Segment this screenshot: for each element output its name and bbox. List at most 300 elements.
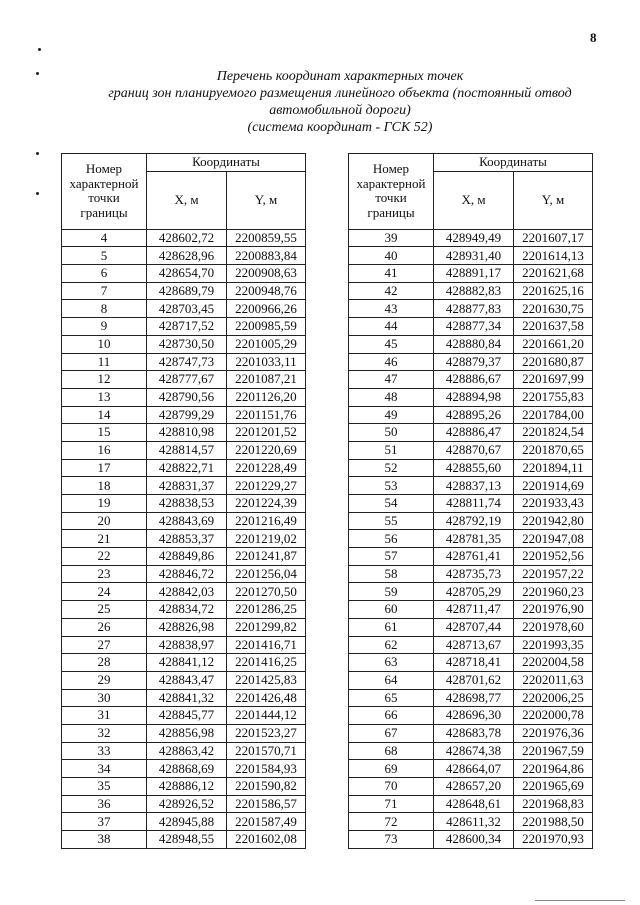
table-row: [349, 441, 593, 459]
point-number-cell: 49: [349, 406, 434, 424]
point-number-cell: 25: [62, 601, 147, 619]
column-header-number: Номер характерной точки границы: [349, 154, 434, 230]
point-number-cell: 28: [62, 654, 147, 672]
y-coordinate-cell: 2201033,11: [227, 353, 306, 371]
table-row: [349, 335, 593, 353]
point-number-cell: 11: [62, 353, 147, 371]
y-coordinate-cell: 2202000,78: [514, 707, 593, 725]
x-coordinate-cell: 428880,84: [434, 335, 514, 353]
x-coordinate-cell: 428926,52: [147, 795, 227, 813]
column-header-x: X, м: [147, 171, 227, 229]
x-coordinate-cell: 428877,83: [434, 300, 514, 318]
point-number-cell: 47: [349, 371, 434, 389]
y-coordinate-cell: 2201151,76: [227, 406, 306, 424]
x-coordinate-cell: 428853,37: [147, 530, 227, 548]
table-row: [62, 565, 306, 583]
table-row: [349, 778, 593, 796]
table-row: [62, 477, 306, 495]
x-coordinate-cell: 428698,77: [434, 689, 514, 707]
x-coordinate-cell: 428843,69: [147, 512, 227, 530]
point-number-cell: 42: [349, 282, 434, 300]
point-number-cell: 19: [62, 495, 147, 513]
point-number-cell: 16: [62, 441, 147, 459]
table-row: [62, 813, 306, 831]
scan-margin-mark: [38, 48, 41, 51]
point-number-cell: 45: [349, 335, 434, 353]
y-coordinate-cell: 2201087,21: [227, 371, 306, 389]
point-number-cell: 64: [349, 671, 434, 689]
point-number-cell: 29: [62, 671, 147, 689]
x-coordinate-cell: 428611,32: [434, 813, 514, 831]
y-coordinate-cell: 2201967,59: [514, 742, 593, 760]
point-number-cell: 13: [62, 388, 147, 406]
point-number-cell: 68: [349, 742, 434, 760]
point-number-cell: 63: [349, 654, 434, 672]
table-row: [349, 318, 593, 336]
y-coordinate-cell: 2201299,82: [227, 618, 306, 636]
y-coordinate-cell: 2201784,00: [514, 406, 593, 424]
x-coordinate-cell: 428711,47: [434, 601, 514, 619]
title-line: автомобильной дороги): [269, 103, 411, 118]
scan-margin-mark: [36, 192, 39, 195]
x-coordinate-cell: 428894,98: [434, 388, 514, 406]
x-coordinate-cell: 428777,67: [147, 371, 227, 389]
point-number-cell: 58: [349, 565, 434, 583]
x-coordinate-cell: 428879,37: [434, 353, 514, 371]
x-coordinate-cell: 428735,73: [434, 565, 514, 583]
x-coordinate-cell: 428648,61: [434, 795, 514, 813]
x-coordinate-cell: 428696,30: [434, 707, 514, 725]
y-coordinate-cell: 2201590,82: [227, 778, 306, 796]
y-coordinate-cell: 2201220,69: [227, 441, 306, 459]
point-number-cell: 61: [349, 618, 434, 636]
x-coordinate-cell: 428664,07: [434, 760, 514, 778]
x-coordinate-cell: 428747,73: [147, 353, 227, 371]
y-coordinate-cell: 2201680,87: [514, 353, 593, 371]
table-row: [62, 530, 306, 548]
point-number-cell: 44: [349, 318, 434, 336]
x-coordinate-cell: 428705,29: [434, 583, 514, 601]
y-coordinate-cell: 2201697,99: [514, 371, 593, 389]
y-coordinate-cell: 2201201,52: [227, 424, 306, 442]
table-row: [62, 300, 306, 318]
y-coordinate-cell: 2201968,83: [514, 795, 593, 813]
y-coordinate-cell: 2201952,56: [514, 548, 593, 566]
table-row: [349, 636, 593, 654]
x-coordinate-cell: 428945,88: [147, 813, 227, 831]
y-coordinate-cell: 2201755,83: [514, 388, 593, 406]
document-title: [60, 68, 620, 136]
table-row: [62, 282, 306, 300]
column-header-coordinates: Координаты: [147, 154, 306, 172]
y-coordinate-cell: 2201444,12: [227, 707, 306, 725]
point-number-cell: 73: [349, 831, 434, 849]
point-number-cell: 27: [62, 636, 147, 654]
x-coordinate-cell: 428886,47: [434, 424, 514, 442]
y-coordinate-cell: 2200859,55: [227, 229, 306, 247]
y-coordinate-cell: 2201570,71: [227, 742, 306, 760]
point-number-cell: 22: [62, 548, 147, 566]
scan-margin-mark: [36, 72, 39, 75]
y-coordinate-cell: 2201661,20: [514, 335, 593, 353]
point-number-cell: 50: [349, 424, 434, 442]
y-coordinate-cell: 2201824,54: [514, 424, 593, 442]
y-coordinate-cell: 2201523,27: [227, 724, 306, 742]
point-number-cell: 34: [62, 760, 147, 778]
title-line: границ зон планируемого размещения линейного объекта (постоянный отвод: [108, 86, 572, 101]
point-number-cell: 65: [349, 689, 434, 707]
table-row: [349, 247, 593, 265]
x-coordinate-cell: 428845,77: [147, 707, 227, 725]
point-number-cell: 37: [62, 813, 147, 831]
table-row: [62, 371, 306, 389]
table-row: [62, 441, 306, 459]
point-number-cell: 52: [349, 459, 434, 477]
x-coordinate-cell: 428730,50: [147, 335, 227, 353]
y-coordinate-cell: 2201630,75: [514, 300, 593, 318]
table-row: [62, 601, 306, 619]
point-number-cell: 46: [349, 353, 434, 371]
y-coordinate-cell: 2200883,84: [227, 247, 306, 265]
y-coordinate-cell: 2200966,26: [227, 300, 306, 318]
table-row: [62, 318, 306, 336]
table-row: [62, 636, 306, 654]
y-coordinate-cell: 2201614,13: [514, 247, 593, 265]
scan-margin-mark: [36, 152, 39, 155]
table-row: [62, 724, 306, 742]
y-coordinate-cell: 2201894,11: [514, 459, 593, 477]
x-coordinate-cell: 428689,79: [147, 282, 227, 300]
point-number-cell: 5: [62, 247, 147, 265]
point-number-cell: 8: [62, 300, 147, 318]
y-coordinate-cell: 2201957,22: [514, 565, 593, 583]
point-number-cell: 41: [349, 265, 434, 283]
table-row: [349, 565, 593, 583]
y-coordinate-cell: 2201584,93: [227, 760, 306, 778]
point-number-cell: 69: [349, 760, 434, 778]
x-coordinate-cell: 428674,38: [434, 742, 514, 760]
point-number-cell: 21: [62, 530, 147, 548]
coordinates-table-right: [348, 153, 593, 849]
point-number-cell: 48: [349, 388, 434, 406]
point-number-cell: 66: [349, 707, 434, 725]
y-coordinate-cell: 2201241,87: [227, 548, 306, 566]
y-coordinate-cell: 2201256,04: [227, 565, 306, 583]
y-coordinate-cell: 2201976,90: [514, 601, 593, 619]
y-coordinate-cell: 2201976,36: [514, 724, 593, 742]
table-row: [349, 831, 593, 849]
table-row: [62, 795, 306, 813]
x-coordinate-cell: 428895,26: [434, 406, 514, 424]
y-coordinate-cell: 2201933,43: [514, 495, 593, 513]
point-number-cell: 24: [62, 583, 147, 601]
table-row: [349, 282, 593, 300]
x-coordinate-cell: 428822,71: [147, 459, 227, 477]
table-row: [62, 831, 306, 849]
y-coordinate-cell: 2201425,83: [227, 671, 306, 689]
point-number-cell: 17: [62, 459, 147, 477]
column-header-number: Номер характерной точки границы: [62, 154, 147, 230]
point-number-cell: 38: [62, 831, 147, 849]
y-coordinate-cell: 2201216,49: [227, 512, 306, 530]
table-row: [62, 495, 306, 513]
point-number-cell: 67: [349, 724, 434, 742]
table-row: [349, 477, 593, 495]
table-row: [62, 583, 306, 601]
point-number-cell: 70: [349, 778, 434, 796]
x-coordinate-cell: 428886,67: [434, 371, 514, 389]
table-row: [349, 265, 593, 283]
x-coordinate-cell: 428868,69: [147, 760, 227, 778]
x-coordinate-cell: 428846,72: [147, 565, 227, 583]
table-row: [349, 548, 593, 566]
point-number-cell: 4: [62, 229, 147, 247]
point-number-cell: 7: [62, 282, 147, 300]
table-row: [349, 424, 593, 442]
point-number-cell: 33: [62, 742, 147, 760]
y-coordinate-cell: 2201224,39: [227, 495, 306, 513]
x-coordinate-cell: 428713,67: [434, 636, 514, 654]
table-row: [349, 689, 593, 707]
y-coordinate-cell: 2201602,08: [227, 831, 306, 849]
point-number-cell: 51: [349, 441, 434, 459]
point-number-cell: 60: [349, 601, 434, 619]
point-number-cell: 15: [62, 424, 147, 442]
table-row: [349, 601, 593, 619]
table-row: [349, 707, 593, 725]
point-number-cell: 54: [349, 495, 434, 513]
column-header-x: X, м: [434, 171, 514, 229]
y-coordinate-cell: 2200908,63: [227, 265, 306, 283]
x-coordinate-cell: 428799,29: [147, 406, 227, 424]
column-header-coordinates: Координаты: [434, 154, 593, 172]
y-coordinate-cell: 2201960,23: [514, 583, 593, 601]
x-coordinate-cell: 428831,37: [147, 477, 227, 495]
x-coordinate-cell: 428761,41: [434, 548, 514, 566]
table-row: [349, 742, 593, 760]
y-coordinate-cell: 2201586,57: [227, 795, 306, 813]
x-coordinate-cell: 428814,57: [147, 441, 227, 459]
y-coordinate-cell: 2202011,63: [514, 671, 593, 689]
x-coordinate-cell: 428949,49: [434, 229, 514, 247]
table-row: [349, 795, 593, 813]
table-row: [62, 671, 306, 689]
point-number-cell: 36: [62, 795, 147, 813]
table-row: [349, 388, 593, 406]
table-row: [349, 618, 593, 636]
table-row: [62, 459, 306, 477]
table-row: [349, 654, 593, 672]
table-row: [349, 353, 593, 371]
table-row: [349, 459, 593, 477]
x-coordinate-cell: 428657,20: [434, 778, 514, 796]
coordinates-table-left: [61, 153, 306, 849]
title-line: Перечень координат характерных точек: [216, 69, 464, 84]
x-coordinate-cell: 428842,03: [147, 583, 227, 601]
point-number-cell: 35: [62, 778, 147, 796]
x-coordinate-cell: 428810,98: [147, 424, 227, 442]
x-coordinate-cell: 428948,55: [147, 831, 227, 849]
point-number-cell: 20: [62, 512, 147, 530]
table-row: [62, 265, 306, 283]
y-coordinate-cell: 2201126,20: [227, 388, 306, 406]
table-row: [62, 247, 306, 265]
y-coordinate-cell: 2201005,29: [227, 335, 306, 353]
table-row: [349, 495, 593, 513]
table-row: [349, 813, 593, 831]
x-coordinate-cell: 428870,67: [434, 441, 514, 459]
y-coordinate-cell: 2200985,59: [227, 318, 306, 336]
x-coordinate-cell: 428717,52: [147, 318, 227, 336]
y-coordinate-cell: 2201229,27: [227, 477, 306, 495]
table-row: [349, 406, 593, 424]
y-coordinate-cell: 2201978,60: [514, 618, 593, 636]
point-number-cell: 31: [62, 707, 147, 725]
y-coordinate-cell: 2201964,86: [514, 760, 593, 778]
point-number-cell: 39: [349, 229, 434, 247]
point-number-cell: 59: [349, 583, 434, 601]
point-number-cell: 56: [349, 530, 434, 548]
point-number-cell: 55: [349, 512, 434, 530]
table-row: [62, 742, 306, 760]
table-row: [62, 689, 306, 707]
point-number-cell: 57: [349, 548, 434, 566]
table-row: [349, 583, 593, 601]
table-row: [62, 229, 306, 247]
x-coordinate-cell: 428841,32: [147, 689, 227, 707]
table-row: [349, 512, 593, 530]
y-coordinate-cell: 2201970,93: [514, 831, 593, 849]
title-line: (система координат - ГСК 52): [247, 120, 433, 135]
x-coordinate-cell: 428826,98: [147, 618, 227, 636]
x-coordinate-cell: 428683,78: [434, 724, 514, 742]
page-number: 8: [590, 30, 597, 45]
y-coordinate-cell: 2201228,49: [227, 459, 306, 477]
table-row: [349, 671, 593, 689]
y-coordinate-cell: 2201965,69: [514, 778, 593, 796]
x-coordinate-cell: 428838,53: [147, 495, 227, 513]
y-coordinate-cell: 2201988,50: [514, 813, 593, 831]
table-row: [62, 388, 306, 406]
point-number-cell: 12: [62, 371, 147, 389]
table-row: [349, 229, 593, 247]
point-number-cell: 43: [349, 300, 434, 318]
point-number-cell: 62: [349, 636, 434, 654]
table-row: [349, 760, 593, 778]
y-coordinate-cell: 2201637,58: [514, 318, 593, 336]
table-row: [62, 353, 306, 371]
point-number-cell: 30: [62, 689, 147, 707]
table-row: [62, 618, 306, 636]
x-coordinate-cell: 428886,12: [147, 778, 227, 796]
x-coordinate-cell: 428718,41: [434, 654, 514, 672]
x-coordinate-cell: 428891,17: [434, 265, 514, 283]
y-coordinate-cell: 2201947,08: [514, 530, 593, 548]
table-row: [349, 724, 593, 742]
y-coordinate-cell: 2201426,48: [227, 689, 306, 707]
x-coordinate-cell: 428849,86: [147, 548, 227, 566]
table-row: [62, 512, 306, 530]
point-number-cell: 14: [62, 406, 147, 424]
y-coordinate-cell: 2202004,58: [514, 654, 593, 672]
y-coordinate-cell: 2201587,49: [227, 813, 306, 831]
x-coordinate-cell: 428863,42: [147, 742, 227, 760]
x-coordinate-cell: 428855,60: [434, 459, 514, 477]
table-row: [62, 654, 306, 672]
table-row: [349, 300, 593, 318]
x-coordinate-cell: 428834,72: [147, 601, 227, 619]
point-number-cell: 26: [62, 618, 147, 636]
point-number-cell: 72: [349, 813, 434, 831]
table-row: [349, 371, 593, 389]
y-coordinate-cell: 2201286,25: [227, 601, 306, 619]
table-body-left: [62, 229, 306, 848]
x-coordinate-cell: 428856,98: [147, 724, 227, 742]
y-coordinate-cell: 2201625,16: [514, 282, 593, 300]
point-number-cell: 6: [62, 265, 147, 283]
point-number-cell: 9: [62, 318, 147, 336]
table-row: [62, 335, 306, 353]
y-coordinate-cell: 2201416,25: [227, 654, 306, 672]
table-row: [62, 548, 306, 566]
x-coordinate-cell: 428790,56: [147, 388, 227, 406]
table-row: [62, 707, 306, 725]
x-coordinate-cell: 428838,97: [147, 636, 227, 654]
table-body-right: [349, 229, 593, 848]
y-coordinate-cell: 2200948,76: [227, 282, 306, 300]
table-row: [349, 530, 593, 548]
y-coordinate-cell: 2201870,65: [514, 441, 593, 459]
x-coordinate-cell: 428628,96: [147, 247, 227, 265]
x-coordinate-cell: 428931,40: [434, 247, 514, 265]
y-coordinate-cell: 2201607,17: [514, 229, 593, 247]
y-coordinate-cell: 2201942,80: [514, 512, 593, 530]
y-coordinate-cell: 2202006,25: [514, 689, 593, 707]
y-coordinate-cell: 2201993,35: [514, 636, 593, 654]
x-coordinate-cell: 428792,19: [434, 512, 514, 530]
scan-edge-line: [535, 900, 625, 901]
table-row: [62, 406, 306, 424]
column-header-y: Y, м: [227, 171, 306, 229]
y-coordinate-cell: 2201270,50: [227, 583, 306, 601]
point-number-cell: 40: [349, 247, 434, 265]
x-coordinate-cell: 428703,45: [147, 300, 227, 318]
x-coordinate-cell: 428707,44: [434, 618, 514, 636]
x-coordinate-cell: 428877,34: [434, 318, 514, 336]
point-number-cell: 23: [62, 565, 147, 583]
point-number-cell: 10: [62, 335, 147, 353]
y-coordinate-cell: 2201914,69: [514, 477, 593, 495]
x-coordinate-cell: 428600,34: [434, 831, 514, 849]
x-coordinate-cell: 428811,74: [434, 495, 514, 513]
point-number-cell: 53: [349, 477, 434, 495]
x-coordinate-cell: 428654,70: [147, 265, 227, 283]
x-coordinate-cell: 428843,47: [147, 671, 227, 689]
x-coordinate-cell: 428781,35: [434, 530, 514, 548]
x-coordinate-cell: 428701,62: [434, 671, 514, 689]
point-number-cell: 32: [62, 724, 147, 742]
table-row: [62, 778, 306, 796]
x-coordinate-cell: 428882,83: [434, 282, 514, 300]
y-coordinate-cell: 2201416,71: [227, 636, 306, 654]
x-coordinate-cell: 428841,12: [147, 654, 227, 672]
x-coordinate-cell: 428837,13: [434, 477, 514, 495]
y-coordinate-cell: 2201219,02: [227, 530, 306, 548]
column-header-y: Y, м: [514, 171, 593, 229]
table-row: [62, 760, 306, 778]
point-number-cell: 71: [349, 795, 434, 813]
x-coordinate-cell: 428602,72: [147, 229, 227, 247]
